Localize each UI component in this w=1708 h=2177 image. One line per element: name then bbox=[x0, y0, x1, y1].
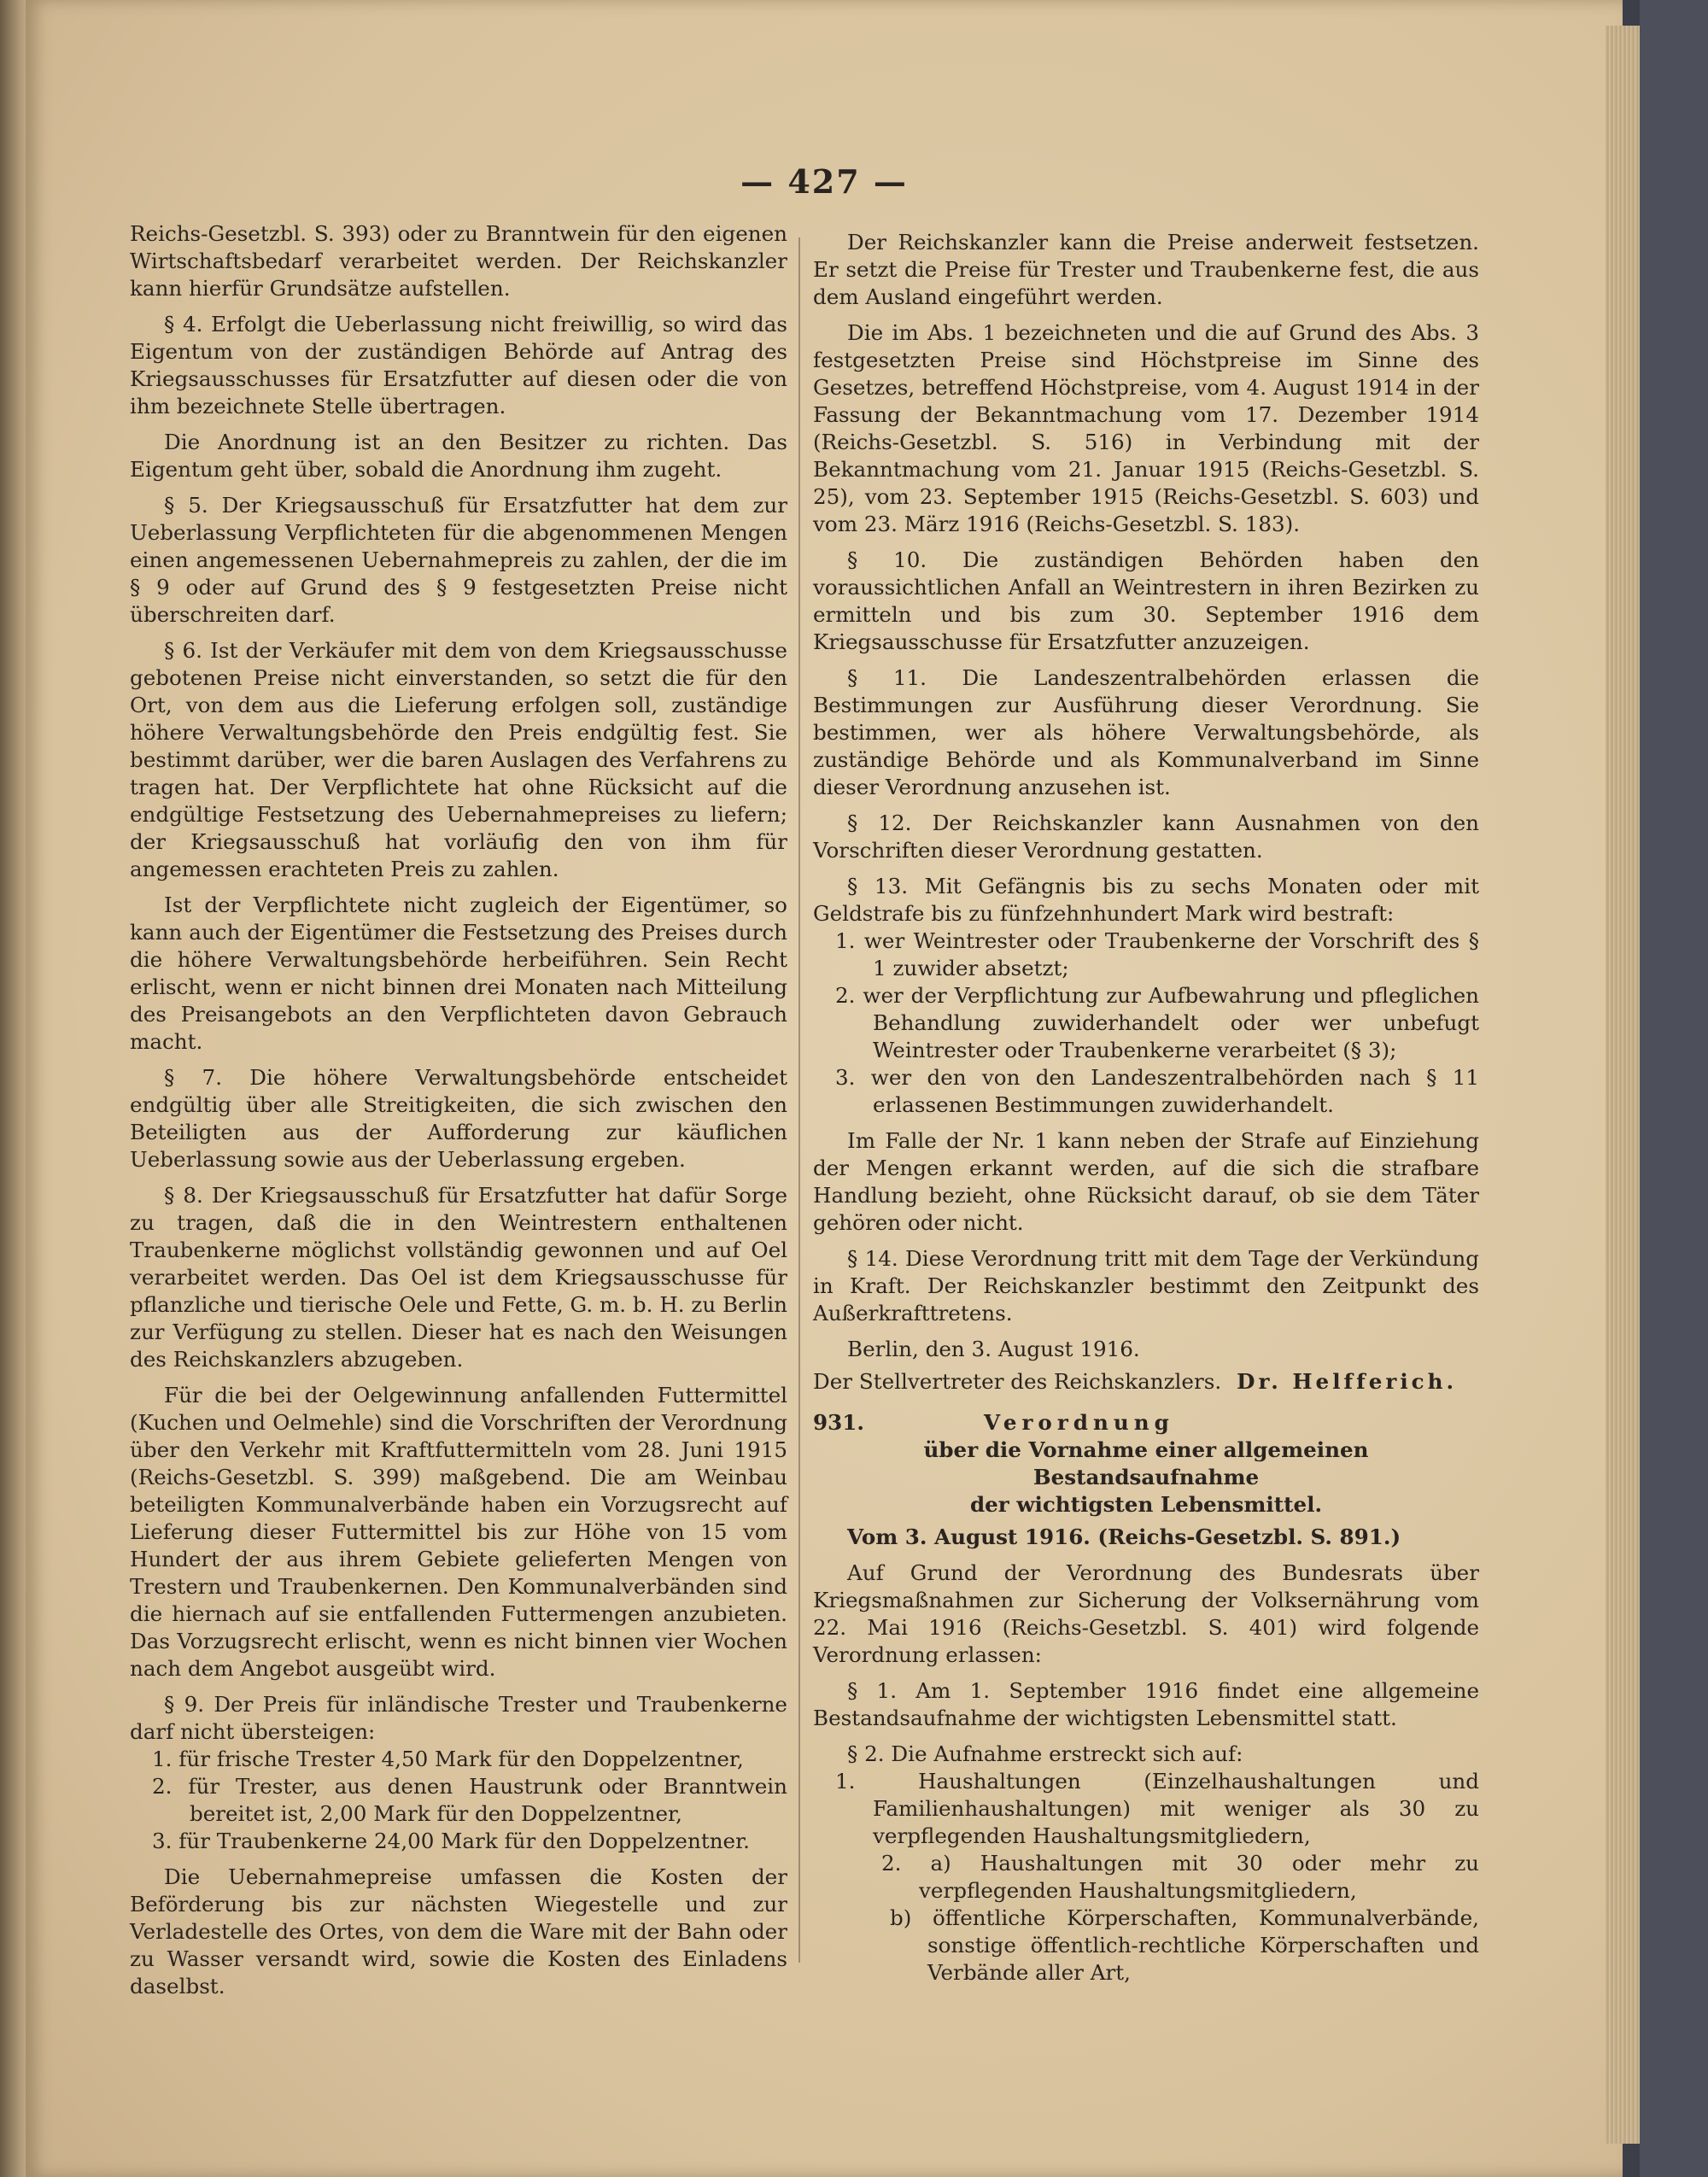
paragraph: Die im Abs. 1 bezeichneten und die auf Grund des Abs. 3 festgesetzten Preise sind Höchstpreise im Sinne des Gesetzes, betreffend Höchstpreise, vom 4. August 1914 in der Fassung der Bekanntmachung vom 17. Dezember 1914 (Reichs-Gesetzbl. S. 516) in Verbindung mit der Bekanntmachung vom 21. Januar 1915 (Reichs-Gesetzbl. S. 25), vom 23. September 1915 (Reichs-Gesetzbl. S. 603) und vom 23. März 1916 (Reichs-Gesetzbl. S. 183). bbox=[813, 320, 1479, 536]
left-column bbox=[130, 220, 787, 2000]
decree-subtitle-line-1: über die Vornahme einer allgemeinen Bestandsaufnahme bbox=[923, 1437, 1369, 1489]
paragraph: Die Anordnung ist an den Besitzer zu richten. Das Eigentum geht über, sobald die Anordnung ihm zugeht. bbox=[130, 430, 787, 482]
list-item: 1. für frische Trester 4,50 Mark für den Doppelzentner, bbox=[152, 1747, 744, 1771]
right-column-part-b bbox=[813, 1560, 1479, 1987]
paragraph: § 9. Der Preis für inländische Trester und Traubenkerne darf nicht übersteigen: bbox=[130, 1692, 787, 1744]
book-cover-edge bbox=[1640, 0, 1708, 2177]
paragraph: Der Reichskanzler kann die Preise anderweit festsetzen. Er setzt die Preise für Trester und Traubenkerne fest, die aus dem Ausland eingeführt werden. bbox=[813, 230, 1479, 309]
paragraph: § 12. Der Reichskanzler kann Ausnahmen von den Vorschriften dieser Verordnung gestatten. bbox=[813, 811, 1479, 863]
signature-line bbox=[813, 1368, 1479, 1396]
list-item: 2. a) Haushaltungen mit 30 oder mehr zu verpflegenden Haushaltungsmitgliedern, bbox=[881, 1851, 1479, 1903]
paragraph: § 11. Die Landeszentralbehörden erlassen die Bestimmungen zur Ausführung dieser Verordnung. Sie bestimmen, wer als höhere Verwaltungsbehörde, als zuständige Behörde und als Kommunalverband im Sinne dieser Verordnung anzusehen ist. bbox=[813, 665, 1479, 799]
decree-heading bbox=[813, 1409, 1479, 1437]
book-page bbox=[26, 0, 1623, 2177]
list-item: 2. für Trester, aus denen Haustrunk oder Branntwein bereitet ist, 2,00 Mark für den Doppelzentner, bbox=[152, 1774, 787, 1826]
paragraph: § 6. Ist der Verkäufer mit dem von dem Kriegsausschusse gebotenen Preise nicht einverstanden, so setzt die für den Ort, von dem aus die Lieferung erfolgen soll, zuständige höhere Verwaltungsbehörde den Preis endgültig fest. Sie bestimmt darüber, wer die baren Auslagen des Verfahrens zu tragen hat. Der Verpflichtete hat ohne Rücksicht auf die endgültige Festsetzung des Uebernahmepreises zu liefern; der Kriegsausschuß hat vorläufig den von ihm für angemessen erachteten Preis zu zahlen. bbox=[130, 638, 787, 881]
paragraph: Die Uebernahmepreise umfassen die Kosten der Beförderung bis zur nächsten Wiegestelle und zur Verladestelle des Ortes, von dem die Ware mit der Bahn oder zu Wasser versandt wird, sowie die Kosten des Einladens daselbst. bbox=[130, 1864, 787, 1999]
list-item: 3. wer den von den Landeszentralbehörden nach § 11 erlassenen Bestimmungen zuwiderhandelt. bbox=[835, 1065, 1479, 1117]
paragraph: § 4. Erfolgt die Ueberlassung nicht freiwillig, so wird das Eigentum von der zuständigen Behörde auf Antrag des Kriegsausschusses für Ersatzfutter auf diesen oder die von ihm bezeichnete Stelle übertragen. bbox=[130, 312, 787, 418]
right-column bbox=[813, 220, 1479, 1987]
paragraph: § 5. Der Kriegsausschuß für Ersatzfutter hat dem zur Ueberlassung Verpflichteten für die abgenommenen Mengen einen angemessenen Uebernahmepreis zu zahlen, der die im § 9 oder auf Grund des § 9 festgesetzten Preise nicht überschreiten darf. bbox=[130, 493, 787, 627]
paragraph: Im Falle der Nr. 1 kann neben der Strafe auf Einziehung der Mengen erkannt werden, auf die sich die strafbare Handlung bezieht, ohne Rücksicht darauf, ob sie dem Täter gehören oder nicht. bbox=[813, 1128, 1479, 1235]
list-item: 1. Haushaltungen (Einzelhaushaltungen und Familienhaushaltungen) mit weniger als 30 zu verpflegenden Haushaltungsmitgliedern, bbox=[835, 1769, 1479, 1848]
signature-prefix: Der Stellvertreter des Reichskanzlers. bbox=[813, 1369, 1222, 1394]
list-item: 3. für Traubenkerne 24,00 Mark für den Doppelzentner. bbox=[152, 1829, 750, 1853]
paragraph: Für die bei der Oelgewinnung anfallenden Futtermittel (Kuchen und Oelmehle) sind die Vorschriften der Verordnung über den Verkehr mit Kraftfuttermitteln vom 28. Juni 1915 (Reichs-Gesetzbl. S. 399) maßgebend. Die am Weinbau beteiligten Kommunalverbände haben ein Vorzugsrecht auf Lieferung dieser Futtermittel bis zur Höhe von 15 vom Hundert der aus ihrem Gebiete gelieferten Mengen von Trestern und Traubenkernen. Den Kommunalverbänden sind die hiernach auf sie entfallenden Futtermengen anzubieten. Das Vorzugsrecht erlischt, wenn es nicht binnen vier Wochen nach dem Angebot ausgeübt wird. bbox=[130, 1383, 787, 1681]
paragraph: § 10. Die zuständigen Behörden haben den voraussichtlichen Anfall an Weintrestern in ihren Bezirken zu ermitteln und bis zum 30. September 1916 dem Kriegsausschusse für Ersatzfutter anzuzeigen. bbox=[813, 547, 1479, 654]
page-number: — 427 — bbox=[740, 162, 908, 201]
paragraph: § 8. Der Kriegsausschuß für Ersatzfutter hat dafür Sorge zu tragen, daß die in den Weintrestern enthaltenen Traubenkerne möglichst vollständig gewonnen und auf Oel verarbeitet werden. Das Oel ist dem Kriegsausschusse für pflanzliche und tierische Oele und Fette, G. m. b. H. zu Berlin zur Verfügung zu stellen. Dieser hat es nach den Weisungen des Reichskanzlers abzugeben. bbox=[130, 1183, 787, 1372]
list-item: 2. wer der Verpflichtung zur Aufbewahrung und pfleglichen Behandlung zuwiderhandelt oder wer unbefugt Weintrester oder Traubenkerne verarbeitet (§ 3); bbox=[835, 983, 1479, 1062]
paragraph: Berlin, den 3. August 1916. bbox=[847, 1337, 1140, 1361]
list-item: 1. wer Weintrester oder Traubenkerne der Vorschrift des § 1 zuwider absetzt; bbox=[835, 928, 1479, 980]
decree-number: 931. bbox=[813, 1410, 864, 1435]
decree-date: Vom 3. August 1916. (Reichs-Gesetzbl. S. 891.) bbox=[847, 1524, 1401, 1549]
paragraph: § 2. Die Aufnahme erstreckt sich auf: bbox=[847, 1741, 1243, 1766]
page-fore-edge bbox=[1606, 26, 1640, 2144]
paragraph: § 13. Mit Gefängnis bis zu sechs Monaten oder mit Geldstrafe bis zu fünfzehnhundert Mark wird bestraft: bbox=[813, 874, 1479, 926]
paragraph: Auf Grund der Verordnung des Bundesrats über Kriegsmaßnahmen zur Sicherung der Volksernährung vom 22. Mai 1916 (Reichs-Gesetzbl. S. 401) wird folgende Verordnung erlassen: bbox=[813, 1560, 1479, 1667]
list-item: b) öffentliche Körperschaften, Kommunalverbände, sonstige öffentlich-rechtliche Körperschaften und Verbände aller Art, bbox=[890, 1905, 1479, 1985]
paragraph: Reichs-Gesetzbl. S. 393) oder zu Branntwein für den eigenen Wirtschaftsbedarf verarbeitet werden. Der Reichskanzler kann hierfür Grundsätze aufstellen. bbox=[130, 221, 787, 301]
column-divider bbox=[798, 237, 800, 1963]
decree-title: Verordnung bbox=[984, 1410, 1174, 1435]
right-column-part-a bbox=[813, 229, 1479, 1363]
paragraph: Ist der Verpflichtete nicht zugleich der Eigentümer, so kann auch der Eigentümer die Festsetzung des Preises durch die höhere Verwaltungsbehörde herbeiführen. Sein Recht erlischt, wenn er nicht binnen drei Monaten nach Mitteilung des Preisangebots an den Verpflichteten davon Gebrauch macht. bbox=[130, 892, 787, 1054]
paragraph: § 14. Diese Verordnung tritt mit dem Tage der Verkündung in Kraft. Der Reichskanzler bestimmt den Zeitpunkt des Außerkrafttretens. bbox=[813, 1246, 1479, 1326]
signature-name: Dr. Helfferich. bbox=[1237, 1369, 1458, 1394]
decree-subtitle-line-2: der wichtigsten Lebensmittel. bbox=[969, 1492, 1323, 1517]
paragraph: § 7. Die höhere Verwaltungsbehörde entscheidet endgültig über alle Streitigkeiten, die sich zwischen den Beteiligten aus der Aufforderung zur käuflichen Ueberlassung sowie aus der Ueberlassung ergeben. bbox=[130, 1065, 787, 1172]
paragraph: § 1. Am 1. September 1916 findet eine allgemeine Bestandsaufnahme der wichtigsten Lebensmittel statt. bbox=[813, 1678, 1479, 1730]
